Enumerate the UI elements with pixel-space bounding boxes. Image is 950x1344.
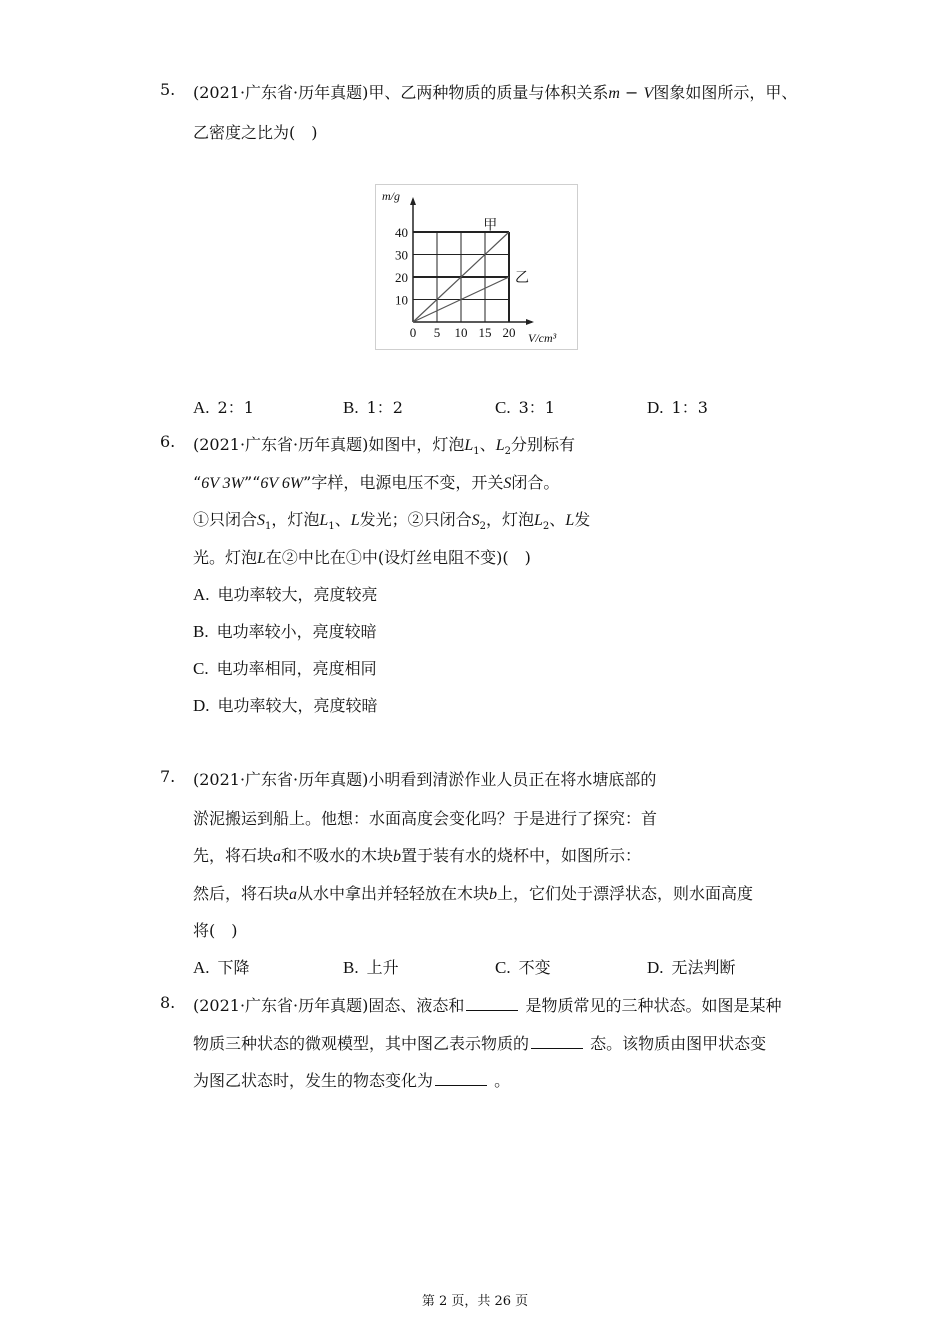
x-tick-label: 5 <box>433 325 441 340</box>
question-text-line: “6V 3W”“6V 6W”字样，电源电压不变，开关S闭合。 <box>193 473 560 492</box>
x-tick-label: 0 <box>409 325 417 340</box>
question-text-line: (2021·广东省·历年真题)小明看到清淤作业人员正在将水塘底部的 <box>193 770 657 789</box>
x-tick-label: 10 <box>454 325 468 340</box>
question-text-line: 先，将石块a和不吸水的木块b置于装有水的烧杯中，如图所示： <box>193 846 642 865</box>
option-b[interactable]: B. 电功率较小，亮度较暗 <box>193 622 377 641</box>
series-label-yi: 乙 <box>515 270 529 286</box>
question-text-line: (2021·广东省·历年真题)如图中，灯泡$L_1$、$L_2$分别标有 <box>193 435 575 458</box>
question-text-line: 为图乙状态时，发生的物态变化为 。 <box>193 1071 511 1090</box>
chart-svg <box>376 185 577 349</box>
question-text-line: 然后，将石块a从水中拿出并轻轻放在木块b上，它们处于漂浮状态，则水面高度 <box>193 884 754 903</box>
option-d[interactable]: D. 无法判断 <box>647 958 736 977</box>
x-axis-arrow <box>526 319 534 325</box>
x-tick-label: 15 <box>478 325 492 340</box>
option-b[interactable]: B. 上升 <box>343 958 399 977</box>
question-number: 8. <box>160 993 176 1012</box>
series-label-jia: 甲 <box>483 217 498 234</box>
option-d[interactable]: D. 1：3 <box>647 398 708 417</box>
option-c[interactable]: C. 电功率相同，亮度相同 <box>193 659 377 678</box>
question-number: 6. <box>160 432 176 451</box>
question-text-line: 光。灯泡L在②中比在①中(设灯丝电阻不变)( ) <box>193 548 531 567</box>
option-c[interactable]: C. 3：1 <box>495 398 555 417</box>
option-a[interactable]: A. 电功率较大，亮度较亮 <box>193 585 378 604</box>
option-a[interactable]: A. 2：1 <box>193 398 254 417</box>
y-tick-label: 10 <box>395 292 408 308</box>
question-number: 5. <box>160 80 176 99</box>
mass-volume-chart <box>375 184 578 350</box>
y-axis-label: m/g <box>382 189 400 203</box>
y-tick-label: 30 <box>395 247 408 263</box>
answer-blank[interactable] <box>531 1034 583 1049</box>
question-text-line: 物质三种状态的微观模型，其中图乙表示物质的 态。该物质由图甲状态变 <box>193 1034 767 1053</box>
question-text-line: ①只闭合$S_1$，灯泡$L_1$、L发光；②只闭合$S_2$，灯泡$L_2$、L发 <box>193 510 591 533</box>
option-a[interactable]: A. 下降 <box>193 958 250 977</box>
question-text-line: 乙密度之比为( ) <box>193 123 318 142</box>
answer-blank[interactable] <box>466 996 518 1011</box>
y-tick-label: 40 <box>395 225 408 240</box>
page-footer: 第 2 页，共 26 页 <box>421 1294 529 1309</box>
answer-blank[interactable] <box>435 1071 487 1086</box>
x-axis-label: V/cm³ <box>528 331 557 345</box>
y-tick-label: 20 <box>395 270 408 285</box>
option-d[interactable]: D. 电功率较大，亮度较暗 <box>193 696 378 715</box>
option-b[interactable]: B. 1：2 <box>343 398 403 417</box>
question-text-line: (2021·广东省·历年真题)甲、乙两种物质的质量与体积关系m − V图象如图所示，甲、 <box>193 83 798 102</box>
question-number: 7. <box>160 767 176 786</box>
question-text-line: 淤泥搬运到船上。他想：水面高度会变化吗？于是进行了探究：首 <box>193 809 658 828</box>
y-axis-arrow <box>410 197 416 205</box>
question-text-line: 将( ) <box>193 921 238 940</box>
option-c[interactable]: C. 不变 <box>495 958 551 977</box>
x-tick-label: 20 <box>502 325 516 340</box>
question-text-line: (2021·广东省·历年真题)固态、液态和 是物质常见的三种状态。如图是某种 <box>193 996 782 1015</box>
